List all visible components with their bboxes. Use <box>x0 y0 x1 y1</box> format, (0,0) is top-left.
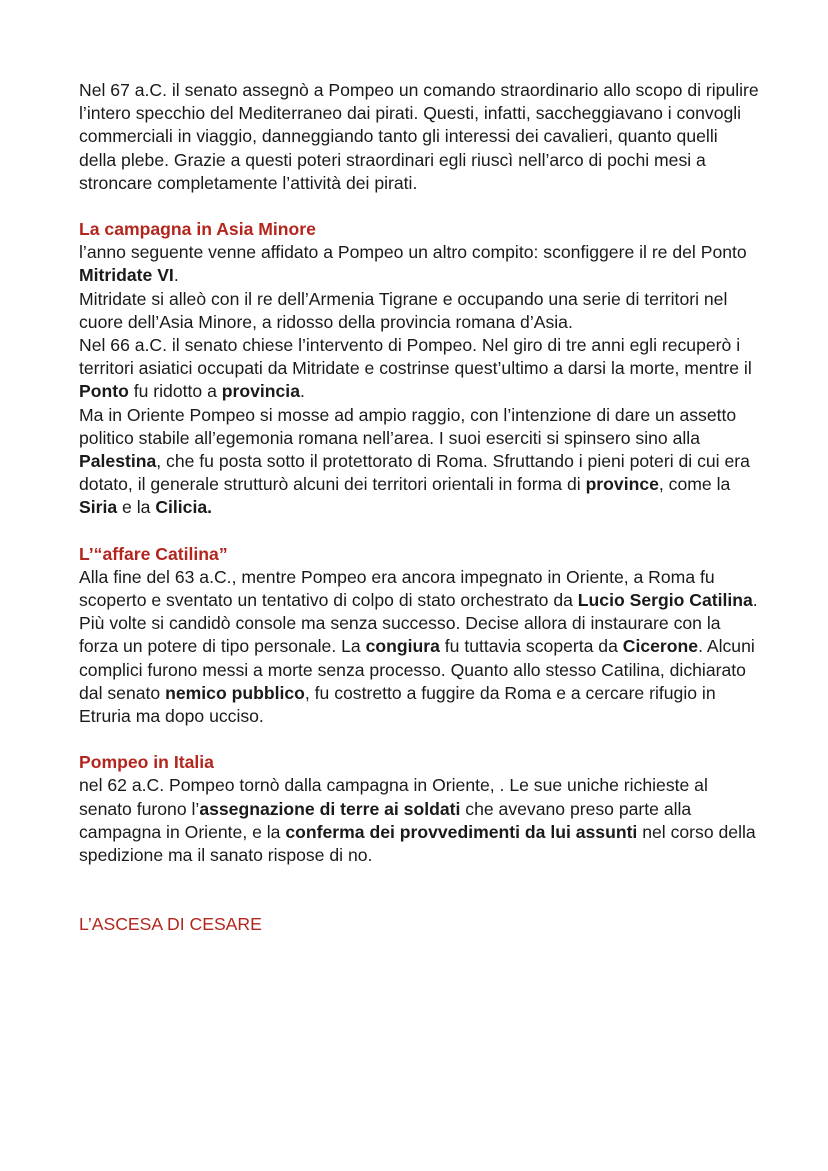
italia-paragraph-1 <box>79 774 759 867</box>
text-run: Ma in Oriente Pompeo si mosse ad ampio raggio, con l’intenzione di dare un assetto politico stabile all’egemonia romana nell’area. I suoi eserciti si spinsero sino alla <box>79 404 737 448</box>
bold-term: Cicerone <box>622 636 699 657</box>
bold-term: province <box>585 474 659 495</box>
bold-term: conferma dei provvedimenti da lui assunti <box>285 821 638 842</box>
spacer <box>79 195 759 218</box>
bold-term: nemico pubblico <box>165 682 305 703</box>
bold-term: congiura <box>365 636 440 657</box>
text-run: fu tuttavia scoperta da <box>439 636 623 657</box>
text-run: fu ridotto a <box>128 381 222 402</box>
text-run: Alla fine del 63 a.C., mentre Pompeo era ancora impegnato in Oriente, a Roma fu scoperto e sventato un tentativo di colpo di stato orchestrato da <box>79 566 715 611</box>
intro-paragraph: Nel 67 a.C. il senato assegnò a Pompeo un comando straordinario allo scopo di ripulire l’intero specchio del Mediterraneo dai pirati. Questi, infatti, saccheggiavano i convogli commerciali in viaggio, danneggiando tanto gli interessi dei cavalieri, quanto quelli della plebe. Grazie a questi poteri straordinari egli riuscì nell’arco di pochi mesi a stroncare completamente l’attività dei pirati. <box>79 80 759 193</box>
text-run: . Alcuni complici furono messi a morte senza processo. Quanto allo stesso Catilina, dichiarato dal senato <box>79 636 755 703</box>
catilina-paragraph-2 <box>79 612 759 728</box>
spacer <box>79 867 759 890</box>
text-run: nel corso della spedizione ma il sanato rispose di no. <box>79 821 756 866</box>
bold-term: Palestina <box>79 451 157 472</box>
spacer <box>79 520 759 543</box>
text-run: Nel 66 a.C. il senato chiese l’intervento di Pompeo. Nel giro di tre anni egli recuperò i territori asiatici occupati da Mitridate e costrinse quest’ultimo a darsi la morte, mentre il <box>79 335 752 379</box>
heading-ascesa-cesare: L’ASCESA DI CESARE <box>79 914 262 935</box>
text-run: . <box>173 265 179 286</box>
bold-term: Lucio Sergio Catilina <box>577 590 753 611</box>
bold-term: provincia <box>221 381 300 402</box>
text-run: . <box>299 381 305 402</box>
text-run: che avevano preso parte alla campagna in Oriente, e la <box>79 798 692 842</box>
text-run: e la <box>117 497 156 518</box>
asia-paragraph-3 <box>79 334 759 404</box>
catilina-paragraph-1 <box>79 566 759 612</box>
text-run: nel 62 a.C. Pompeo tornò dalla campagna in Oriente, . Le sue uniche richieste al senato furono l’ <box>79 775 708 819</box>
heading-affare-catilina: L’“affare Catilina” <box>79 543 228 564</box>
spacer <box>79 728 759 751</box>
bold-term: Siria <box>79 497 118 518</box>
bold-term: Cilicia. <box>155 497 213 518</box>
text-run: l’anno seguente venne affidato a Pompeo un altro compito: sconfiggere il re del Ponto <box>79 242 747 263</box>
text-run: , come la <box>658 474 731 495</box>
text-run: Più volte si candidò console ma senza successo. Decise allora di instaurare con la forza un potere di tipo personale. La <box>79 613 721 657</box>
text-run: , che fu posta sotto il protettorato di Roma. Sfruttando i pieni poteri di cui era dotato, il generale strutturò alcuni dei territori orientali in forma di <box>79 451 750 495</box>
bold-term: assegnazione di terre ai soldati <box>199 798 461 819</box>
bold-term: Ponto <box>79 381 129 402</box>
asia-paragraph-1 <box>79 241 759 287</box>
asia-paragraph-4 <box>79 404 759 520</box>
text-run: . <box>752 590 758 611</box>
text-run: , fu costretto a fuggire da Roma e a cercare rifugio in Etruria ma dopo ucciso. <box>79 682 716 727</box>
asia-paragraph-2: Mitridate si alleò con il re dell’Armenia Tigrane e occupando una serie di territori nel cuore dell’Asia Minore, a ridosso della provincia romana d’Asia. <box>79 288 728 332</box>
heading-pompeo-italia: Pompeo in Italia <box>79 752 214 773</box>
bold-term: Mitridate VI <box>79 265 174 286</box>
spacer <box>79 890 759 913</box>
heading-asia-minore: La campagna in Asia Minore <box>79 219 316 240</box>
document-page <box>79 79 759 937</box>
